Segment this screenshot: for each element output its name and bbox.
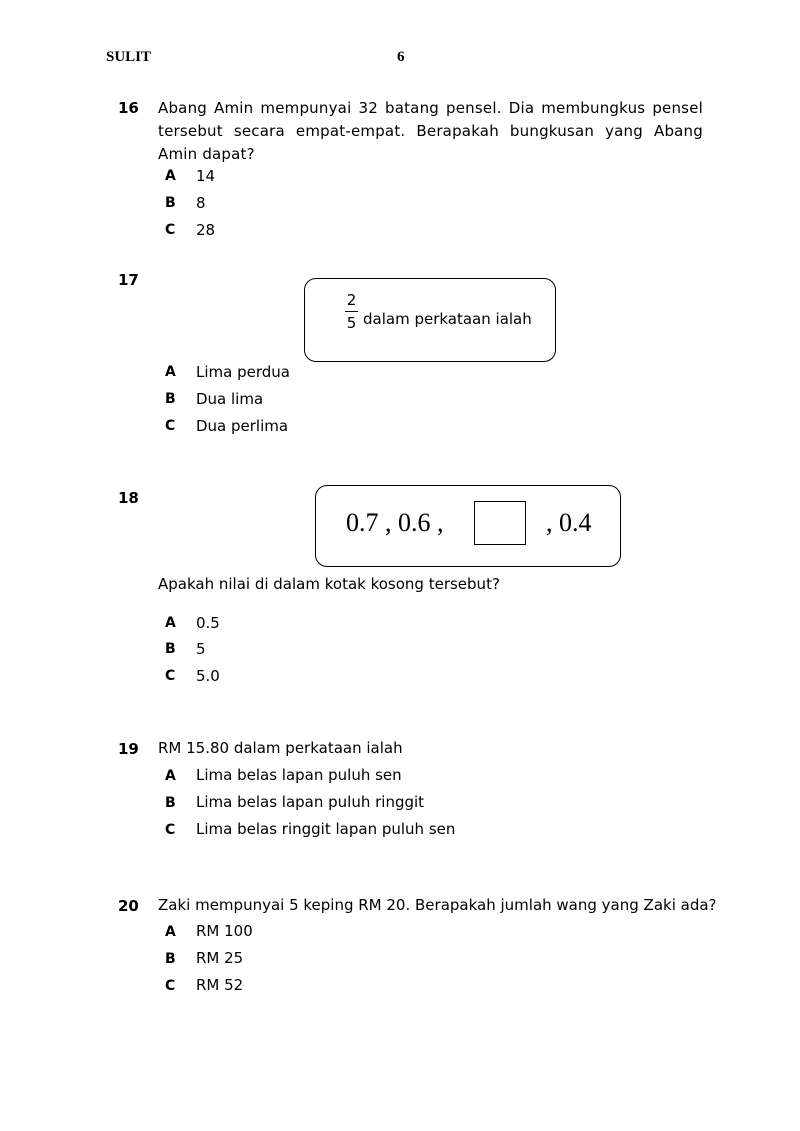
sequence-before: 0.7 , 0.6 ,: [346, 508, 444, 537]
option-text-a: 14: [196, 167, 216, 185]
option-letter-a: A: [165, 924, 176, 940]
empty-answer-box: [474, 501, 526, 545]
option-letter-a: A: [165, 615, 176, 631]
option-letter-b: B: [165, 641, 176, 657]
option-text-b: Lima belas lapan puluh ringgit: [196, 793, 425, 811]
fraction-denominator: 5: [346, 314, 357, 332]
option-letter-a: A: [165, 168, 176, 184]
option-text-b: 5: [196, 640, 206, 658]
sequence-box: [315, 485, 621, 567]
question-number: 16: [118, 99, 139, 117]
option-text-a: Lima perdua: [196, 363, 290, 381]
option-text-b: 8: [196, 194, 206, 212]
fraction: [345, 291, 358, 332]
question-number: 19: [118, 740, 139, 758]
option-letter-a: A: [165, 768, 176, 784]
option-letter-a: A: [165, 364, 176, 380]
option-text-a: RM 100: [196, 922, 253, 940]
question-text: Abang Amin mempunyai 32 batang pensel. Dia membungkus pensel tersebut secara empat-empat. Berapakah bungkusan yang Abang Amin dapat?: [158, 99, 703, 163]
question-number: 20: [118, 897, 139, 915]
option-letter-c: C: [165, 418, 176, 434]
option-text-b: Dua lima: [196, 390, 264, 408]
option-text-a: Lima belas lapan puluh sen: [196, 766, 402, 784]
question-text: Zaki mempunyai 5 keping RM 20. Berapakah jumlah wang yang Zaki ada?: [158, 896, 717, 914]
fraction-box-text: dalam perkataan ialah: [363, 310, 532, 328]
option-text-c: 28: [196, 221, 216, 239]
option-letter-b: B: [165, 795, 176, 811]
option-text-c: Dua perlima: [196, 417, 289, 435]
option-letter-c: C: [165, 668, 176, 684]
option-letter-c: C: [165, 978, 176, 994]
option-letter-b: B: [165, 195, 176, 211]
option-letter-c: C: [165, 822, 176, 838]
option-text-a: 0.5: [196, 614, 220, 632]
question-text: Apakah nilai di dalam kotak kosong tersebut?: [158, 575, 500, 593]
classification-label: SULIT: [106, 49, 152, 65]
option-text-c: RM 52: [196, 976, 244, 994]
question-number: 17: [118, 271, 139, 289]
page-number: 6: [397, 49, 405, 65]
option-text-b: RM 25: [196, 949, 244, 967]
question-text: RM 15.80 dalam perkataan ialah: [158, 739, 403, 757]
option-text-c: Lima belas ringgit lapan puluh sen: [196, 820, 456, 838]
fraction-bar: [345, 311, 358, 312]
option-letter-b: B: [165, 391, 176, 407]
option-text-c: 5.0: [196, 667, 220, 685]
option-letter-c: C: [165, 222, 176, 238]
question-number: 18: [118, 489, 139, 507]
fraction-numerator: 2: [346, 291, 357, 309]
sequence-after: , 0.4: [546, 508, 592, 537]
fraction-box: [304, 278, 556, 362]
option-letter-b: B: [165, 951, 176, 967]
